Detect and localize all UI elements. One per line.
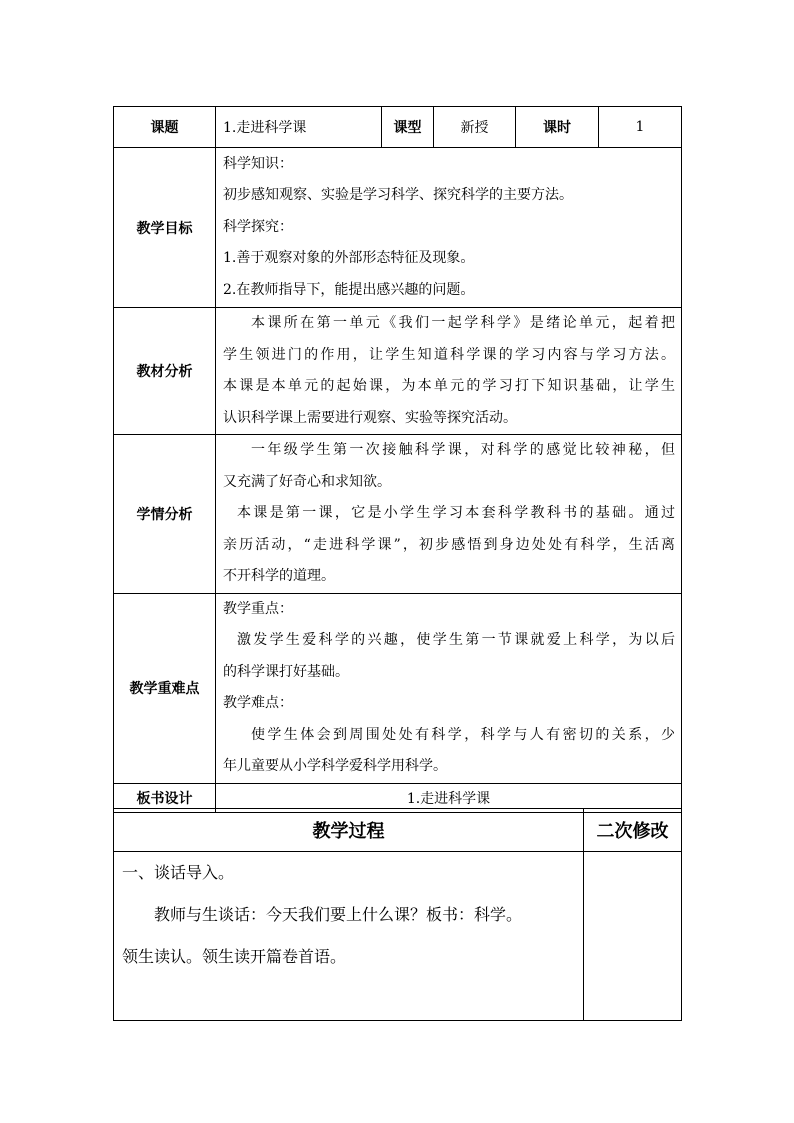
keypoints-label: 教学重难点 — [114, 593, 216, 783]
lesson-plan-table — [113, 106, 682, 813]
hours-label: 课时 — [516, 107, 599, 148]
process-line: 教师与生谈话：今天我们要上什么课？板书：科学。 — [154, 905, 523, 924]
keypoints-line: 激发学生爱科学的兴趣，使学生第一节课就爱上科学，为以后 — [237, 632, 675, 648]
students-label: 学情分析 — [114, 435, 216, 594]
keypoints-row — [114, 593, 682, 783]
revision-cell — [584, 852, 682, 1021]
keypoints-line: 教学难点： — [223, 695, 293, 711]
objectives-line: 1.善于观察对象的外部形态特征及现象。 — [223, 250, 475, 267]
objectives-label: 教学目标 — [114, 148, 216, 308]
keypoints-line: 年儿童要从小学科学爱科学用科学。 — [223, 758, 447, 774]
objectives-row — [114, 148, 682, 308]
material-line: 本课所在第一单元《我们一起学科学》是绪论单元，起着把 — [251, 315, 675, 331]
objectives-line: 科学知识： — [223, 155, 293, 172]
topic-label: 课题 — [114, 107, 216, 148]
students-line: 不开科学的道理。 — [223, 568, 335, 584]
type-value: 新授 — [434, 107, 516, 148]
material-line: 本课是本单元的起始课，为本单元的学习打下知识基础，让学生 — [223, 378, 675, 394]
students-line: 又充满了好奇心和求知欲。 — [223, 473, 391, 490]
keypoints-line: 使学生体会到周围处处有科学，科学与人有密切的关系，少 — [251, 726, 675, 743]
process-content-row — [114, 852, 682, 1021]
students-line: 一年级学生第一次接触科学课，对科学的感觉比较神秘，但 — [251, 442, 675, 458]
keypoints-line: 的科学课打好基础。 — [223, 663, 349, 680]
keypoints-line: 教学重点： — [223, 600, 293, 617]
objectives-line: 初步感知观察、实验是学习科学、探究科学的主要方法。 — [223, 187, 573, 204]
objectives-line: 2.在教师指导下，能提出感兴趣的问题。 — [223, 281, 475, 298]
material-label: 教材分析 — [114, 308, 216, 435]
process-table — [113, 808, 682, 1021]
header-row — [114, 107, 682, 148]
material-line: 学生领进门的作用，让学生知道科学课的学习内容与学习方法。 — [223, 346, 675, 363]
keypoints-content — [216, 593, 682, 783]
process-title: 教学过程 — [114, 809, 584, 852]
students-line: 本课是第一课，它是小学生学习本套科学教科书的基础。通过 — [237, 505, 675, 521]
board-value: 1.走进科学课 — [216, 783, 682, 812]
hours-value: 1 — [599, 107, 682, 148]
type-label: 课型 — [382, 107, 434, 148]
revision-title: 二次修改 — [584, 809, 682, 852]
board-label: 板书设计 — [114, 783, 216, 812]
objectives-line: 科学探究： — [223, 218, 293, 235]
material-row — [114, 308, 682, 435]
process-content — [114, 852, 584, 1021]
students-content — [216, 435, 682, 594]
students-line: 亲历活动，“走进科学课”，初步感悟到身边处处有科学，生活离 — [223, 536, 675, 553]
process-line: 领生读认。领生读开篇卷首语。 — [122, 947, 347, 966]
process-header-row — [114, 809, 682, 852]
topic-value: 1.走进科学课 — [216, 107, 382, 148]
material-content — [216, 308, 682, 435]
students-row — [114, 435, 682, 594]
process-line: 一、谈话导入。 — [122, 863, 235, 882]
material-line: 认识科学课上需要进行观察、实验等探究活动。 — [223, 409, 517, 426]
objectives-content — [216, 148, 682, 308]
